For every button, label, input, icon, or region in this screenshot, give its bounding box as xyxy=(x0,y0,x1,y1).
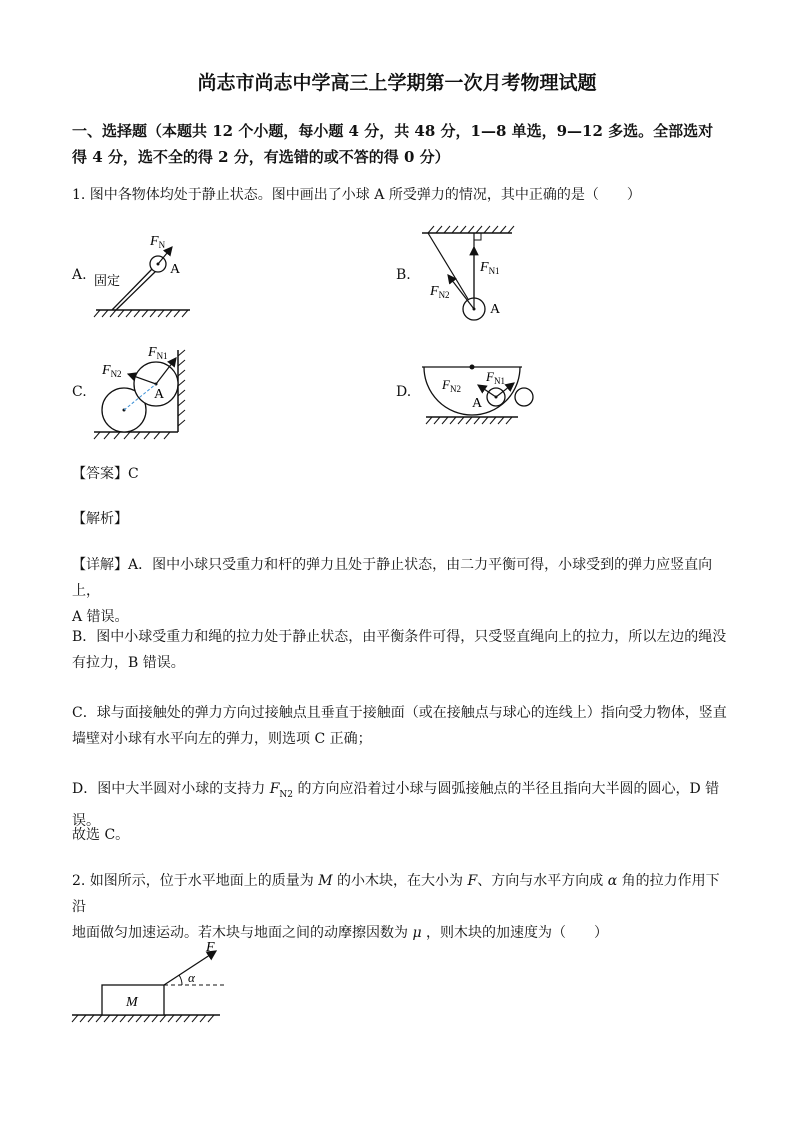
q1-option-c-label: C. xyxy=(72,384,87,400)
q1-analysis-heading: 【解析】 xyxy=(72,511,128,527)
q1-detail-a-line2: A 错误。 xyxy=(72,609,129,625)
q1-figure-d-fn2-label: $F_{N2}$ xyxy=(442,377,461,394)
q1-figure-b-fn2-label: $F_{N2}$ xyxy=(430,284,450,300)
q1-figure-c-ball-label: A xyxy=(154,387,165,402)
q1-figure-d-ball-label: A xyxy=(472,396,483,411)
q1-figure-b-ball-label: A xyxy=(490,302,501,317)
q1-figure-a-fixed-label: 固定 xyxy=(94,273,121,288)
q2-figure-block-label: M xyxy=(126,995,138,1010)
q1-detail-a xyxy=(72,552,732,630)
q1-detail-d-pre: D．图中大半圆对小球的支持力 xyxy=(72,781,270,797)
q2-figure xyxy=(70,935,240,1025)
page-title: 尚志市尚志中学高三上学期第一次月考物理试题 xyxy=(197,72,597,94)
q1-figure-c-fn1-label: $F_{N1}$ xyxy=(148,345,168,361)
q1-answer: 【答案】C xyxy=(72,466,139,482)
q1-figure-c-fn2-label: $F_{N2}$ xyxy=(102,363,122,379)
q1-figure-c xyxy=(90,340,200,440)
q1-figure-b xyxy=(418,225,518,325)
q1-detail-b xyxy=(72,624,732,676)
q1-option-b-label: B. xyxy=(396,267,411,283)
q1-detail-c-line1: C．球与面接触处的弹力方向过接触点且垂直于接触面（或在接触点与球心的连线上）指向受力物体，竖直 xyxy=(72,705,727,721)
section-heading-line1: 一、选择题（本题共 12 个小题，每小题 4 分，共 48 分，1—8 单选，9—12 多选。全部选对 xyxy=(72,122,714,140)
section-heading-line2: 得 4 分，选不全的得 2 分，有选错的或不答的得 0 分） xyxy=(72,148,450,166)
q2-figure-angle-label: α xyxy=(188,970,195,985)
q2-stem-line1: 2. 如图所示，位于水平地面上的质量为 M 的小木块，在大小为 F、方向与水平方向成 α 角的拉力作用下沿 xyxy=(72,873,720,915)
q1-figure-a-ball-label: A xyxy=(170,262,181,277)
q1-option-d-label: D. xyxy=(396,384,412,400)
q2-stem-line2: 地面做匀加速运动。若木块与地面之间的动摩擦因数为 μ ，则木块的加速度为（ ） xyxy=(72,925,609,941)
q1-detail-b-line2: 有拉力，B 错误。 xyxy=(72,655,185,671)
q1-figure-b-fn1-label: $F_{N1}$ xyxy=(480,260,500,276)
section-heading xyxy=(72,118,732,170)
q1-detail-a-line1: 【详解】A．图中小球只受重力和杆的弹力且处于静止状态，由二力平衡可得，小球受到的弹力应竖直向上， xyxy=(72,557,713,599)
q1-figure-a-force-label: $F_N$ xyxy=(150,234,166,250)
q1-figure-d-fn1-label: $F_{N1}$ xyxy=(486,369,505,386)
q1-detail-d-force-sub: N2 xyxy=(279,789,294,800)
q1-figure-a xyxy=(90,225,200,320)
q1-detail-c-line2: 墙壁对小球有水平向左的弹力，则选项 C 正确； xyxy=(72,731,372,747)
q1-figure-d xyxy=(418,355,548,435)
q2-figure-force-label: F xyxy=(206,940,215,955)
q1-detail-b-line1: B．图中小球受重力和绳的拉力处于静止状态，由平衡条件可得，只受竖直绳向上的拉力，所以左边的绳没 xyxy=(72,629,727,645)
q1-detail-d-post: 的方向应沿着过小球与圆弧接触点的半径且指向大半圆的圆心，D 错误。 xyxy=(72,781,720,829)
q1-option-a-label: A. xyxy=(72,267,87,283)
q1-detail-d-force: F xyxy=(269,781,280,797)
q1-stem: 1. 图中各物体均处于静止状态。图中画出了小球 A 所受弹力的情况，其中正确的是（ ） xyxy=(72,187,641,203)
q1-detail-c xyxy=(72,700,732,752)
q1-conclusion: 故选 C。 xyxy=(72,827,130,843)
